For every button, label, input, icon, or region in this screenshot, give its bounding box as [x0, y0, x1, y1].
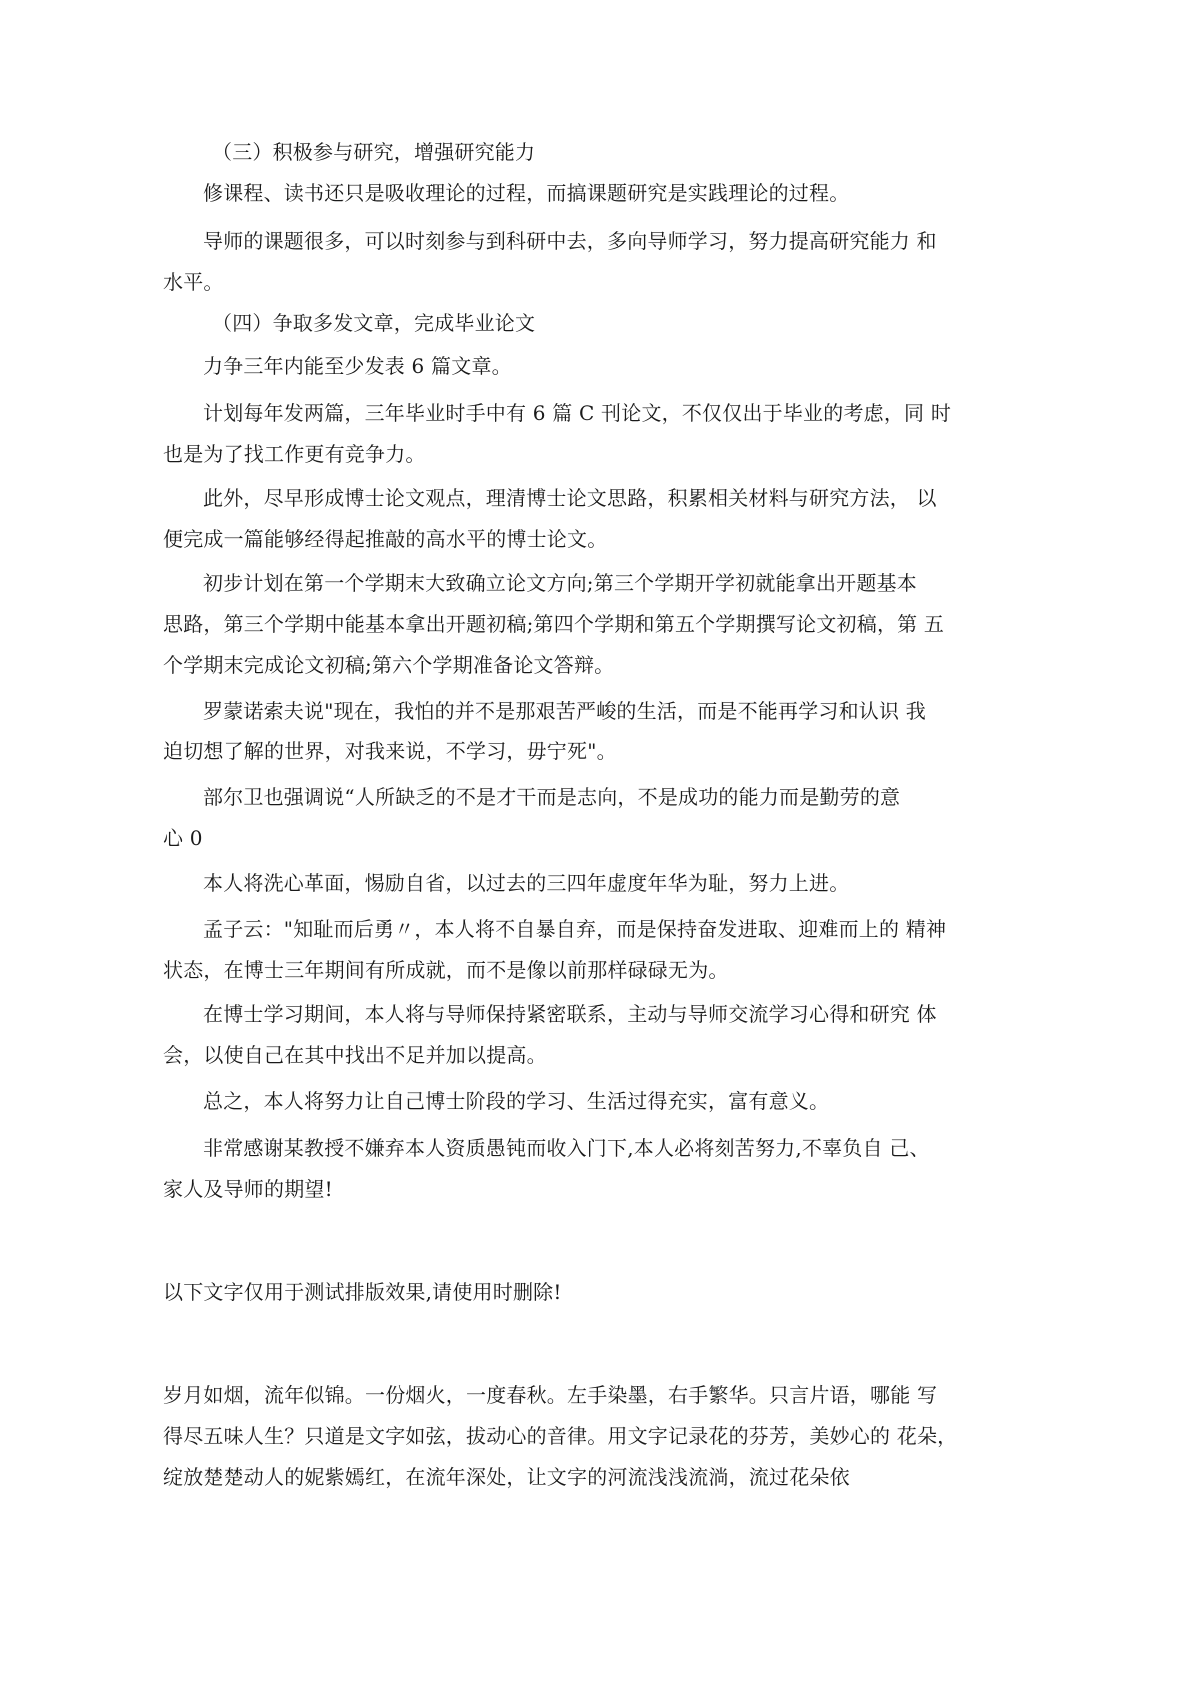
paragraph-line: 也是为了找工作更有竞争力。	[163, 442, 426, 466]
paragraph-line: 此外，尽早形成博士论文观点，理清博士论文思路，积累相关材料与研究方法， 以	[203, 486, 937, 510]
paragraph-line: 迫切想了解的世界，对我来说，不学习，毋宁死"。	[163, 739, 617, 763]
tail-paragraph-line: 得尽五味人生？只道是文字如弦，拔动心的音律。用文字记录花的芬芳，美妙心的 花朵，	[163, 1424, 958, 1448]
paragraph-line: 心 0	[163, 826, 203, 850]
section-heading-4: （四）争取多发文章，完成毕业论文	[212, 311, 536, 335]
paragraph-line: 家人及导师的期望!	[163, 1177, 333, 1201]
paragraph-line: 计划每年发两篇，三年毕业时手中有 6 篇 C 刊论文，不仅仅出于毕业的考虑，同 时	[203, 401, 952, 425]
paragraph-line: 便完成一篇能够经得起推敲的高水平的博士论文。	[163, 527, 608, 551]
paragraph-line: 在博士学习期间，本人将与导师保持紧密联系，主动与导师交流学习心得和研究 体	[203, 1002, 937, 1026]
paragraph-line: 总之，本人将努力让自己博士阶段的学习、生活过得充实，富有意义。	[203, 1089, 830, 1113]
paragraph-line: 个学期末完成论文初稿;第六个学期准备论文答辩。	[163, 653, 615, 677]
paragraph-line: 初步计划在第一个学期末大致确立论文方向;第三个学期开学初就能拿出开题基本	[203, 571, 917, 595]
paragraph-line: 状态，在博士三年期间有所成就，而不是像以前那样碌碌无为。	[163, 958, 729, 982]
paragraph-line: 修课程、读书还只是吸收理论的过程，而搞课题研究是实践理论的过程。	[203, 181, 850, 205]
paragraph-line: 思路，第三个学期中能基本拿出开题初稿;第四个学期和第五个学期撰写论文初稿，第 五	[163, 612, 945, 636]
paragraph-line: 孟子云："知耻而后勇〃，本人将不自暴自弃，而是保持奋发进取、迎难而上的 精神	[203, 917, 947, 941]
paragraph-line: 会，以使自己在其中找出不足并加以提高。	[163, 1043, 547, 1067]
test-notice: 以下文字仅用于测试排版效果,请使用时删除!	[163, 1280, 562, 1304]
paragraph-line: 罗蒙诺索夫说"现在，我怕的并不是那艰苦严峻的生活，而是不能再学习和认识 我	[203, 699, 926, 723]
paragraph-line: 本人将洗心革面，惕励自省，以过去的三四年虚度年华为耻，努力上进。	[203, 871, 850, 895]
paragraph-line: 水平。	[163, 270, 224, 294]
paragraph-line: 部尔卫也强调说“人所缺乏的不是才干而是志向，不是成功的能力而是勤劳的意	[203, 785, 901, 809]
paragraph-line: 导师的课题很多，可以时刻参与到科研中去，多向导师学习，努力提高研究能力 和	[203, 229, 937, 253]
section-heading-3: （三）积极参与研究，增强研究能力	[212, 140, 536, 164]
paragraph-line: 力争三年内能至少发表 6 篇文章。	[203, 354, 512, 378]
tail-paragraph-line: 绽放楚楚动人的妮紫嫣红，在流年深处，让文字的河流浅浅流淌，流过花朵依	[163, 1465, 850, 1489]
paragraph-line: 非常感谢某教授不嫌弃本人资质愚钝而收入门下,本人必将刻苦努力,不辜负自 己、	[203, 1136, 930, 1160]
tail-paragraph-line: 岁月如烟，流年似锦。一份烟火，一度春秋。左手染墨，右手繁华。只言片语，哪能 写	[163, 1383, 938, 1407]
